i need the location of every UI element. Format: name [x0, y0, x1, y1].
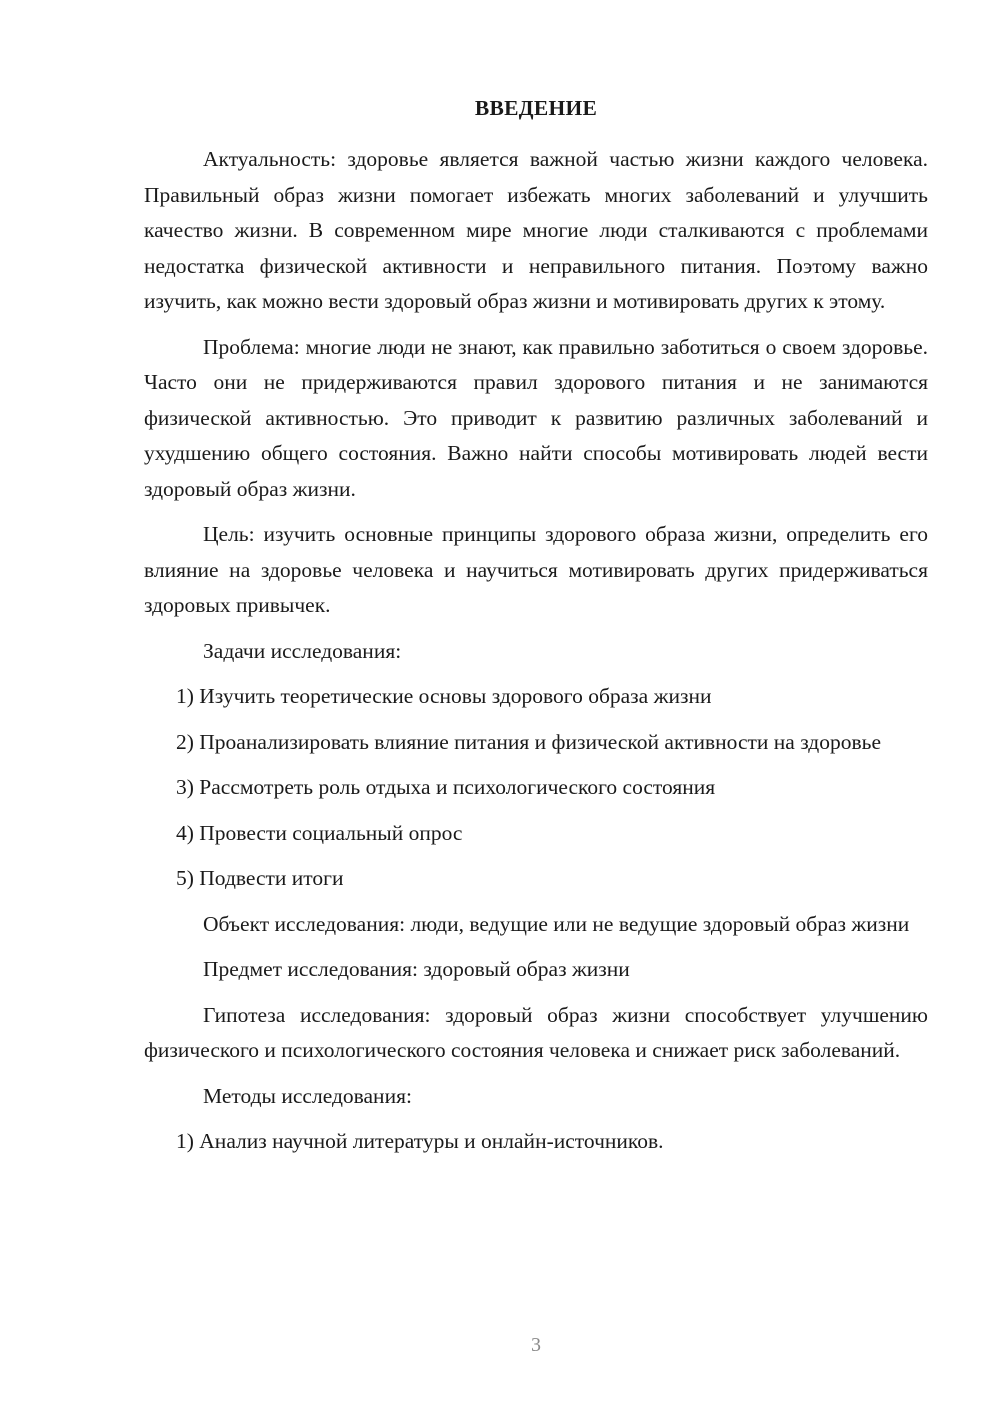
page-content: [144, 91, 928, 1170]
task-item: 3) Рассмотреть роль отдыха и психологического состояния: [176, 775, 716, 799]
task-item: 1) Изучить теоретические основы здорового образа жизни: [176, 684, 712, 708]
goal-paragraph: Цель: изучить основные принципы здорового образа жизни, определить его влияние на здоровье человека и научиться мотивировать других придерживаться здоровых привычек.: [144, 522, 928, 617]
methods-heading: Методы исследования:: [203, 1083, 412, 1108]
hypothesis-paragraph: Гипотеза исследования: здоровый образ жизни способствует улучшению физического и психологического состояния человека и снижает риск заболеваний.: [144, 1002, 928, 1062]
object-paragraph: Объект исследования: люди, ведущие или не ведущие здоровый образ жизни: [203, 911, 910, 936]
subject-paragraph: Предмет исследования: здоровый образ жизни: [203, 957, 630, 981]
task-item: 2) Проанализировать влияние питания и физической активности на здоровье: [176, 729, 881, 754]
page-number: 3: [531, 1334, 541, 1356]
method-item: 1) Анализ научной литературы и онлайн-источников.: [176, 1129, 664, 1153]
task-item: 4) Провести социальный опрос: [176, 820, 463, 845]
relevance-paragraph: Актуальность: здоровье является важной частью жизни каждого человека. Правильный образ жизни помогает избежать многих заболеваний и улучшить качество жизни. В современном мире многие люди сталкиваются с проблемами недостатка физической активности и неправильного питания. Поэтому важно изучить, как можно вести здоровый образ жизни и мотивировать других к этому.: [144, 147, 928, 313]
tasks-heading: Задачи исследования:: [203, 638, 402, 663]
problem-paragraph: Проблема: многие люди не знают, как правильно заботиться о своем здоровье. Часто они не придерживаются правил здорового питания и не занимаются физической активностью. Это приводит к развитию различных заболеваний и ухудшению общего состояния. Важно найти способы мотивировать людей вести здоровый образ жизни.: [144, 334, 928, 501]
section-title: ВВЕДЕНИЕ: [474, 96, 598, 120]
task-item: 5) Подвести итоги: [176, 866, 344, 890]
